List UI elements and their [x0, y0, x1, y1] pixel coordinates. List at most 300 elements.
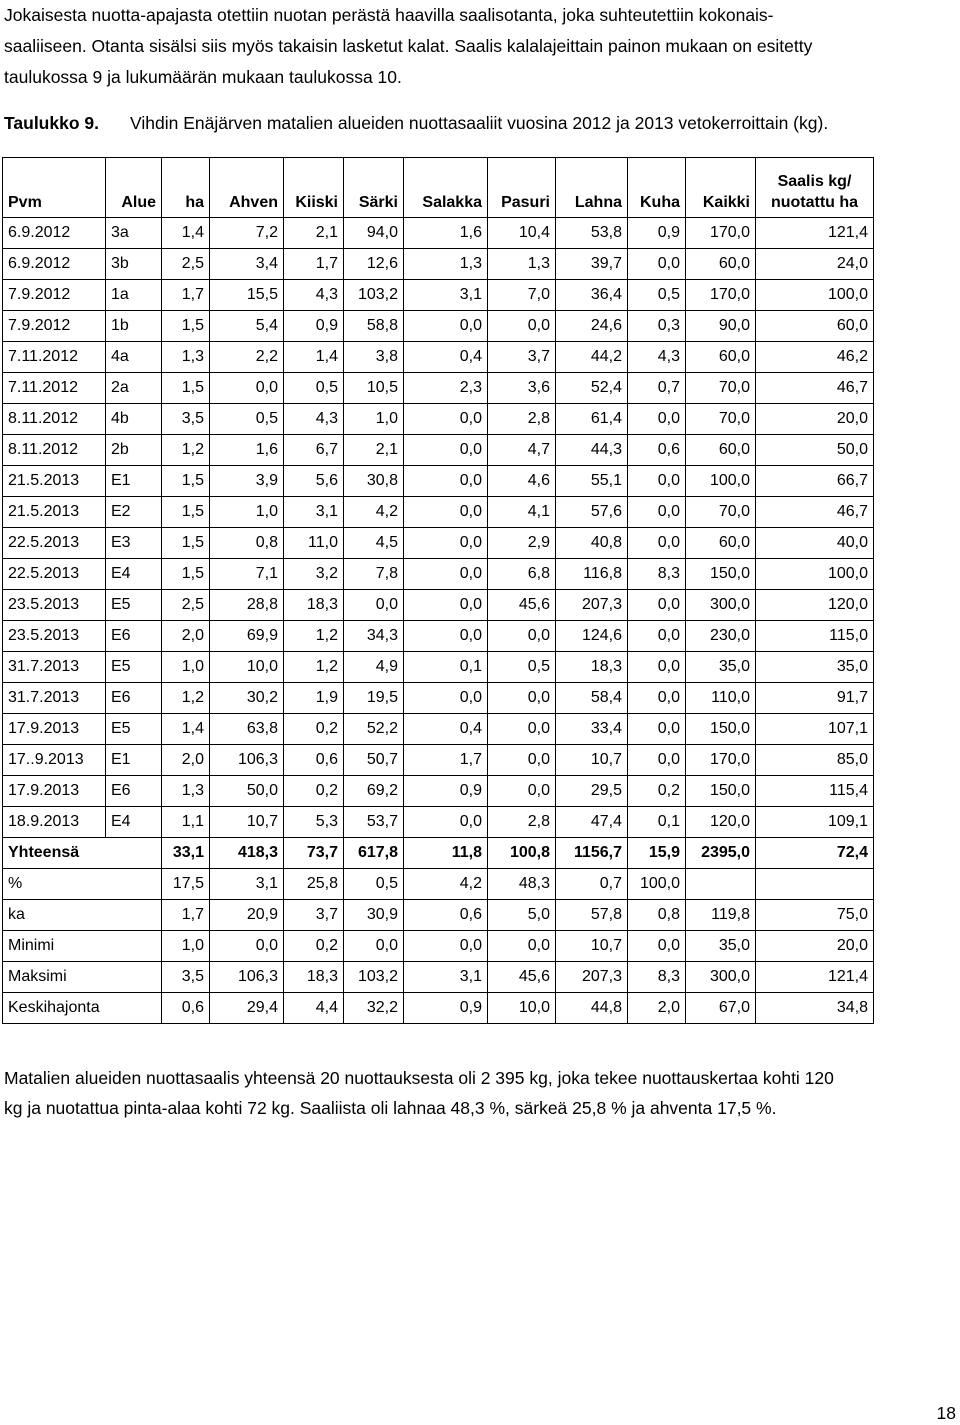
- table-cell: 0,0: [488, 931, 556, 962]
- table-cell: 0,0: [628, 466, 686, 497]
- table-cell: 25,8: [284, 869, 344, 900]
- table-row: [3, 590, 874, 621]
- table-cell: 18,3: [284, 590, 344, 621]
- column-header-saalis-per-ha: [756, 158, 874, 218]
- table-cell: 15,5: [210, 280, 284, 311]
- table-cell: 7.11.2012: [3, 342, 106, 373]
- column-header: Ahven: [210, 158, 284, 218]
- table-cell: 2,5: [162, 249, 210, 280]
- table-cell: 0,0: [404, 590, 488, 621]
- table-cell: 61,4: [556, 404, 628, 435]
- column-header: Kuha: [628, 158, 686, 218]
- table-cell: 120,0: [756, 590, 874, 621]
- table-cell: 22.5.2013: [3, 528, 106, 559]
- table-cell: 69,9: [210, 621, 284, 652]
- table-cell: E1: [106, 745, 162, 776]
- table-cell: 1,7: [162, 280, 210, 311]
- table-cell: 85,0: [756, 745, 874, 776]
- table-cell: 1,3: [162, 776, 210, 807]
- column-header: Pvm: [3, 158, 106, 218]
- table-cell: 1,7: [284, 249, 344, 280]
- table-cell-empty: [756, 869, 874, 900]
- table-cell: 18,3: [556, 652, 628, 683]
- table-cell: E2: [106, 497, 162, 528]
- table-cell: 10,4: [488, 218, 556, 249]
- table-cell: 44,2: [556, 342, 628, 373]
- table-cell: 18,3: [284, 962, 344, 993]
- column-header: Pasuri: [488, 158, 556, 218]
- table-cell: 0,3: [628, 311, 686, 342]
- table-cell: 70,0: [686, 373, 756, 404]
- table-cell: 73,7: [284, 838, 344, 869]
- table-cell: 124,6: [556, 621, 628, 652]
- table-cell: 1b: [106, 311, 162, 342]
- table-cell: 60,0: [756, 311, 874, 342]
- table-cell: 1,4: [162, 714, 210, 745]
- table-cell: 300,0: [686, 962, 756, 993]
- table-cell: 207,3: [556, 962, 628, 993]
- table-cell: 10,0: [210, 652, 284, 683]
- table-cell: 1,5: [162, 311, 210, 342]
- table-cell: 4,5: [344, 528, 404, 559]
- table-cell: 109,1: [756, 807, 874, 838]
- table-cell: 2b: [106, 435, 162, 466]
- table-row: [3, 497, 874, 528]
- intro-line: taulukossa 9 ja lukumäärän mukaan taulukossa 10.: [4, 67, 402, 87]
- header-line: Saalis kg/: [777, 173, 852, 190]
- table-cell: 0,0: [404, 621, 488, 652]
- table-cell: 106,3: [210, 962, 284, 993]
- table-cell: 0,8: [628, 900, 686, 931]
- table-cell: 106,3: [210, 745, 284, 776]
- table-cell: 10,5: [344, 373, 404, 404]
- table-cell: 33,1: [162, 838, 210, 869]
- table-cell: 1,1: [162, 807, 210, 838]
- table-cell: 1,2: [284, 652, 344, 683]
- table-cell: 60,0: [686, 435, 756, 466]
- table-cell: 24,0: [756, 249, 874, 280]
- table-cell: 110,0: [686, 683, 756, 714]
- table-cell: 1,5: [162, 466, 210, 497]
- table-cell: 30,9: [344, 900, 404, 931]
- table-cell: 2,0: [162, 745, 210, 776]
- table-cell: 3,4: [210, 249, 284, 280]
- table-cell: 34,3: [344, 621, 404, 652]
- table-cell: 4b: [106, 404, 162, 435]
- table-cell: 45,6: [488, 590, 556, 621]
- table-cell: 2,8: [488, 404, 556, 435]
- table-cell: 3,1: [284, 497, 344, 528]
- table-cell: 53,7: [344, 807, 404, 838]
- table-cell: 6,7: [284, 435, 344, 466]
- table-cell: 46,7: [756, 373, 874, 404]
- table-cell: 1,4: [284, 342, 344, 373]
- table-cell: 0,6: [284, 745, 344, 776]
- table-cell: 170,0: [686, 745, 756, 776]
- table-cell: 0,2: [284, 931, 344, 962]
- table-cell: 70,0: [686, 497, 756, 528]
- table-cell: 1,2: [284, 621, 344, 652]
- table-cell: 1,4: [162, 218, 210, 249]
- table-summary-row: [3, 869, 874, 900]
- table-cell: 0,5: [628, 280, 686, 311]
- table-cell: 230,0: [686, 621, 756, 652]
- table-cell: 170,0: [686, 280, 756, 311]
- table-cell: 0,5: [210, 404, 284, 435]
- summary-row-label: Maksimi: [3, 962, 162, 993]
- table-cell: 1a: [106, 280, 162, 311]
- table-cell: 10,7: [210, 807, 284, 838]
- table-cell: 0,5: [488, 652, 556, 683]
- table-cell: 0,0: [344, 590, 404, 621]
- table-cell: 0,2: [628, 776, 686, 807]
- table-cell: 3,5: [162, 962, 210, 993]
- table-cell: 46,2: [756, 342, 874, 373]
- table-cell: 0,7: [556, 869, 628, 900]
- table-row: [3, 342, 874, 373]
- table-cell: 12,6: [344, 249, 404, 280]
- table-cell: 46,7: [756, 497, 874, 528]
- table-cell: E4: [106, 559, 162, 590]
- table-cell: 60,0: [686, 528, 756, 559]
- summary-row-label: Yhteensä: [3, 838, 162, 869]
- table-cell: 0,9: [404, 993, 488, 1024]
- table-cell: 19,5: [344, 683, 404, 714]
- table-cell: 1,7: [162, 900, 210, 931]
- table-cell: 150,0: [686, 714, 756, 745]
- table-cell: 2,1: [284, 218, 344, 249]
- table-cell: 90,0: [686, 311, 756, 342]
- table-cell: 3b: [106, 249, 162, 280]
- table-cell: 3,5: [162, 404, 210, 435]
- table-cell: 0,0: [488, 311, 556, 342]
- table-cell: 0,0: [404, 466, 488, 497]
- table-cell: 24,6: [556, 311, 628, 342]
- table-cell: 94,0: [344, 218, 404, 249]
- table-cell: E5: [106, 714, 162, 745]
- table-cell: 1,9: [284, 683, 344, 714]
- table-cell: 0,0: [210, 373, 284, 404]
- table-cell: 29,5: [556, 776, 628, 807]
- table-cell: 1156,7: [556, 838, 628, 869]
- table-cell: E5: [106, 652, 162, 683]
- table-cell: 2,0: [162, 621, 210, 652]
- table-cell: 1,5: [162, 559, 210, 590]
- table-cell: E6: [106, 683, 162, 714]
- table-cell: 4,2: [344, 497, 404, 528]
- table-cell: 35,0: [686, 652, 756, 683]
- table-cell: 0,2: [284, 714, 344, 745]
- table-row: [3, 559, 874, 590]
- table-cell: 0,9: [628, 218, 686, 249]
- table-cell: 7,0: [488, 280, 556, 311]
- table-row: [3, 435, 874, 466]
- table-row: [3, 714, 874, 745]
- table-cell: 0,0: [628, 745, 686, 776]
- table-summary-row: [3, 931, 874, 962]
- table-cell: E5: [106, 590, 162, 621]
- table-cell: 1,2: [162, 435, 210, 466]
- table-cell: 119,8: [686, 900, 756, 931]
- table-row: [3, 683, 874, 714]
- table-cell: 4,7: [488, 435, 556, 466]
- table-cell: 7,1: [210, 559, 284, 590]
- table-cell: 47,4: [556, 807, 628, 838]
- table-row: [3, 249, 874, 280]
- table-cell: 2,9: [488, 528, 556, 559]
- table-cell: 0,9: [404, 776, 488, 807]
- column-header: Kiiski: [284, 158, 344, 218]
- table-cell: 45,6: [488, 962, 556, 993]
- table-cell: 0,5: [344, 869, 404, 900]
- table-cell: 11,8: [404, 838, 488, 869]
- table-cell: 0,7: [628, 373, 686, 404]
- table-cell: 6.9.2012: [3, 249, 106, 280]
- table-cell: 100,0: [686, 466, 756, 497]
- table-cell: E3: [106, 528, 162, 559]
- table-header-row: [3, 158, 874, 218]
- table-cell: 53,8: [556, 218, 628, 249]
- table-cell: 10,7: [556, 931, 628, 962]
- table-cell: 100,0: [756, 559, 874, 590]
- table-cell: 1,2: [162, 683, 210, 714]
- table-cell: 48,3: [488, 869, 556, 900]
- table-cell: 5,0: [488, 900, 556, 931]
- table-summary-row: [3, 993, 874, 1024]
- table-cell: 22.5.2013: [3, 559, 106, 590]
- table-summary-row: [3, 962, 874, 993]
- table-cell: 67,0: [686, 993, 756, 1024]
- table-cell: E1: [106, 466, 162, 497]
- table-row: [3, 218, 874, 249]
- table-cell: 23.5.2013: [3, 590, 106, 621]
- intro-line: saaliiseen. Otanta sisälsi siis myös takaisin lasketut kalat. Saalis kalalajeittain painon mukaan on esitetty: [4, 36, 813, 56]
- table-row: [3, 528, 874, 559]
- table-cell: 3,7: [488, 342, 556, 373]
- table-cell: 0,0: [488, 621, 556, 652]
- table-cell: 6.9.2012: [3, 218, 106, 249]
- table-cell: 63,8: [210, 714, 284, 745]
- table-cell: 57,6: [556, 497, 628, 528]
- table-cell: 0,9: [284, 311, 344, 342]
- table-cell: 0,0: [404, 559, 488, 590]
- table-cell: 23.5.2013: [3, 621, 106, 652]
- table-cell: 35,0: [756, 652, 874, 683]
- table-cell: 28,8: [210, 590, 284, 621]
- table-row: [3, 652, 874, 683]
- table-cell: 103,2: [344, 962, 404, 993]
- table-cell: 2,0: [628, 993, 686, 1024]
- table-cell: 100,0: [628, 869, 686, 900]
- table-cell: 35,0: [686, 931, 756, 962]
- table-cell: 33,4: [556, 714, 628, 745]
- table-cell: 4,3: [628, 342, 686, 373]
- table-body: [3, 218, 874, 1024]
- table-cell: 60,0: [686, 342, 756, 373]
- table-row: [3, 373, 874, 404]
- table-cell: 0,0: [344, 931, 404, 962]
- table-cell: 52,4: [556, 373, 628, 404]
- table-cell: 30,2: [210, 683, 284, 714]
- table-cell: 1,3: [404, 249, 488, 280]
- table-row: [3, 311, 874, 342]
- table-cell: 2,8: [488, 807, 556, 838]
- table-cell: 21.5.2013: [3, 466, 106, 497]
- table-cell: 3,1: [404, 962, 488, 993]
- table-cell: 0,8: [210, 528, 284, 559]
- table-cell: 1,7: [404, 745, 488, 776]
- table-cell: 150,0: [686, 559, 756, 590]
- table-cell: 50,7: [344, 745, 404, 776]
- table-cell: 121,4: [756, 218, 874, 249]
- table-cell: 17..9.2013: [3, 745, 106, 776]
- table-cell: 20,0: [756, 404, 874, 435]
- table-cell: 10,7: [556, 745, 628, 776]
- table-cell: 300,0: [686, 590, 756, 621]
- column-header: Kaikki: [686, 158, 756, 218]
- table-caption-label: Taulukko 9.: [4, 113, 99, 133]
- table-row: [3, 807, 874, 838]
- table-cell: 75,0: [756, 900, 874, 931]
- table-cell: 2,3: [404, 373, 488, 404]
- table-cell: 170,0: [686, 218, 756, 249]
- table-cell: 52,2: [344, 714, 404, 745]
- table-cell: 17.9.2013: [3, 776, 106, 807]
- table-cell: 418,3: [210, 838, 284, 869]
- table-cell: 58,4: [556, 683, 628, 714]
- table-cell: 20,0: [756, 931, 874, 962]
- table-cell: 7.9.2012: [3, 311, 106, 342]
- table-cell: 66,7: [756, 466, 874, 497]
- table-cell: 44,3: [556, 435, 628, 466]
- table-cell: 72,4: [756, 838, 874, 869]
- table-cell: 8.11.2012: [3, 404, 106, 435]
- table-cell: 0,0: [628, 714, 686, 745]
- table-cell: 2a: [106, 373, 162, 404]
- table-cell: 40,8: [556, 528, 628, 559]
- table-cell: 2,5: [162, 590, 210, 621]
- table-cell: 0,4: [404, 342, 488, 373]
- table-cell: 0,0: [488, 714, 556, 745]
- table-cell: 4a: [106, 342, 162, 373]
- table-cell: 1,0: [162, 652, 210, 683]
- table-cell: 1,0: [344, 404, 404, 435]
- table-cell: 0,0: [628, 528, 686, 559]
- table-cell: 50,0: [756, 435, 874, 466]
- table-cell: 115,0: [756, 621, 874, 652]
- table-cell: 8,3: [628, 559, 686, 590]
- page-number: 18: [936, 1403, 956, 1423]
- table-cell: 4,9: [344, 652, 404, 683]
- table-cell: 69,2: [344, 776, 404, 807]
- table-cell: 5,6: [284, 466, 344, 497]
- table-cell: E6: [106, 621, 162, 652]
- table-cell: 7.11.2012: [3, 373, 106, 404]
- table-cell: 100,0: [756, 280, 874, 311]
- table-cell: 103,2: [344, 280, 404, 311]
- table-row: [3, 466, 874, 497]
- table-cell: 4,3: [284, 404, 344, 435]
- table-cell: 4,6: [488, 466, 556, 497]
- table-cell: 0,0: [404, 311, 488, 342]
- table-cell: 0,0: [404, 807, 488, 838]
- table-cell: 5,3: [284, 807, 344, 838]
- table-caption-text: Vihdin Enäjärven matalien alueiden nuottasaaliit vuosina 2012 ja 2013 vetokerroittain (kg).: [130, 113, 829, 133]
- table-cell: 2,2: [210, 342, 284, 373]
- table-cell: 0,0: [628, 621, 686, 652]
- table-row: [3, 621, 874, 652]
- table-cell: 7.9.2012: [3, 280, 106, 311]
- table-cell: 7,8: [344, 559, 404, 590]
- table-cell: 1,6: [404, 218, 488, 249]
- table-cell: 0,0: [628, 497, 686, 528]
- summary-paragraph: [4, 1063, 960, 1123]
- table-cell: 1,5: [162, 497, 210, 528]
- summary-row-label: Minimi: [3, 931, 162, 962]
- table-cell: 0,0: [404, 404, 488, 435]
- table-cell: 0,6: [628, 435, 686, 466]
- table-cell: 120,0: [686, 807, 756, 838]
- table-cell: 15,9: [628, 838, 686, 869]
- table-cell: 3,8: [344, 342, 404, 373]
- table-cell: 0,0: [404, 683, 488, 714]
- table-cell: 1,5: [162, 373, 210, 404]
- table-cell: 1,3: [488, 249, 556, 280]
- table-cell: 8,3: [628, 962, 686, 993]
- table-cell: 0,0: [628, 931, 686, 962]
- table-row: [3, 776, 874, 807]
- table-cell: 2395,0: [686, 838, 756, 869]
- table-cell: 44,8: [556, 993, 628, 1024]
- table-cell: 0,0: [628, 590, 686, 621]
- table-cell: 0,0: [404, 435, 488, 466]
- table-cell: 3,2: [284, 559, 344, 590]
- table-cell: 36,4: [556, 280, 628, 311]
- table-cell: 57,8: [556, 900, 628, 931]
- table-row: [3, 404, 874, 435]
- table-cell: 3,9: [210, 466, 284, 497]
- table-cell: 0,0: [628, 404, 686, 435]
- catch-table: [2, 157, 874, 1024]
- table-cell: 20,9: [210, 900, 284, 931]
- summary-line: kg ja nuotattua pinta-alaa kohti 72 kg. Saaliista oli lahnaa 48,3 %, särkeä 25,8 % ja ahventa 17,5 %.: [4, 1098, 777, 1118]
- column-header: Alue: [106, 158, 162, 218]
- table-cell: 0,0: [210, 931, 284, 962]
- table-cell: 4,2: [404, 869, 488, 900]
- table-cell: 0,2: [284, 776, 344, 807]
- table-cell: 50,0: [210, 776, 284, 807]
- column-header: Salakka: [404, 158, 488, 218]
- table-cell: 40,0: [756, 528, 874, 559]
- table-cell: 29,4: [210, 993, 284, 1024]
- table-cell: 91,7: [756, 683, 874, 714]
- table-row: [3, 280, 874, 311]
- table-summary-row: [3, 900, 874, 931]
- table-cell: 0,0: [488, 776, 556, 807]
- table-cell: 0,5: [284, 373, 344, 404]
- table-cell: 0,0: [488, 745, 556, 776]
- table-cell: 70,0: [686, 404, 756, 435]
- table-cell: 3,7: [284, 900, 344, 931]
- table-cell: 3a: [106, 218, 162, 249]
- table-cell: 6,8: [488, 559, 556, 590]
- table-cell: 30,8: [344, 466, 404, 497]
- table-cell: 0,0: [628, 249, 686, 280]
- summary-row-label: %: [3, 869, 162, 900]
- table-cell: 0,0: [404, 931, 488, 962]
- table-cell: 0,4: [404, 714, 488, 745]
- header-line: nuotattu ha: [770, 194, 859, 211]
